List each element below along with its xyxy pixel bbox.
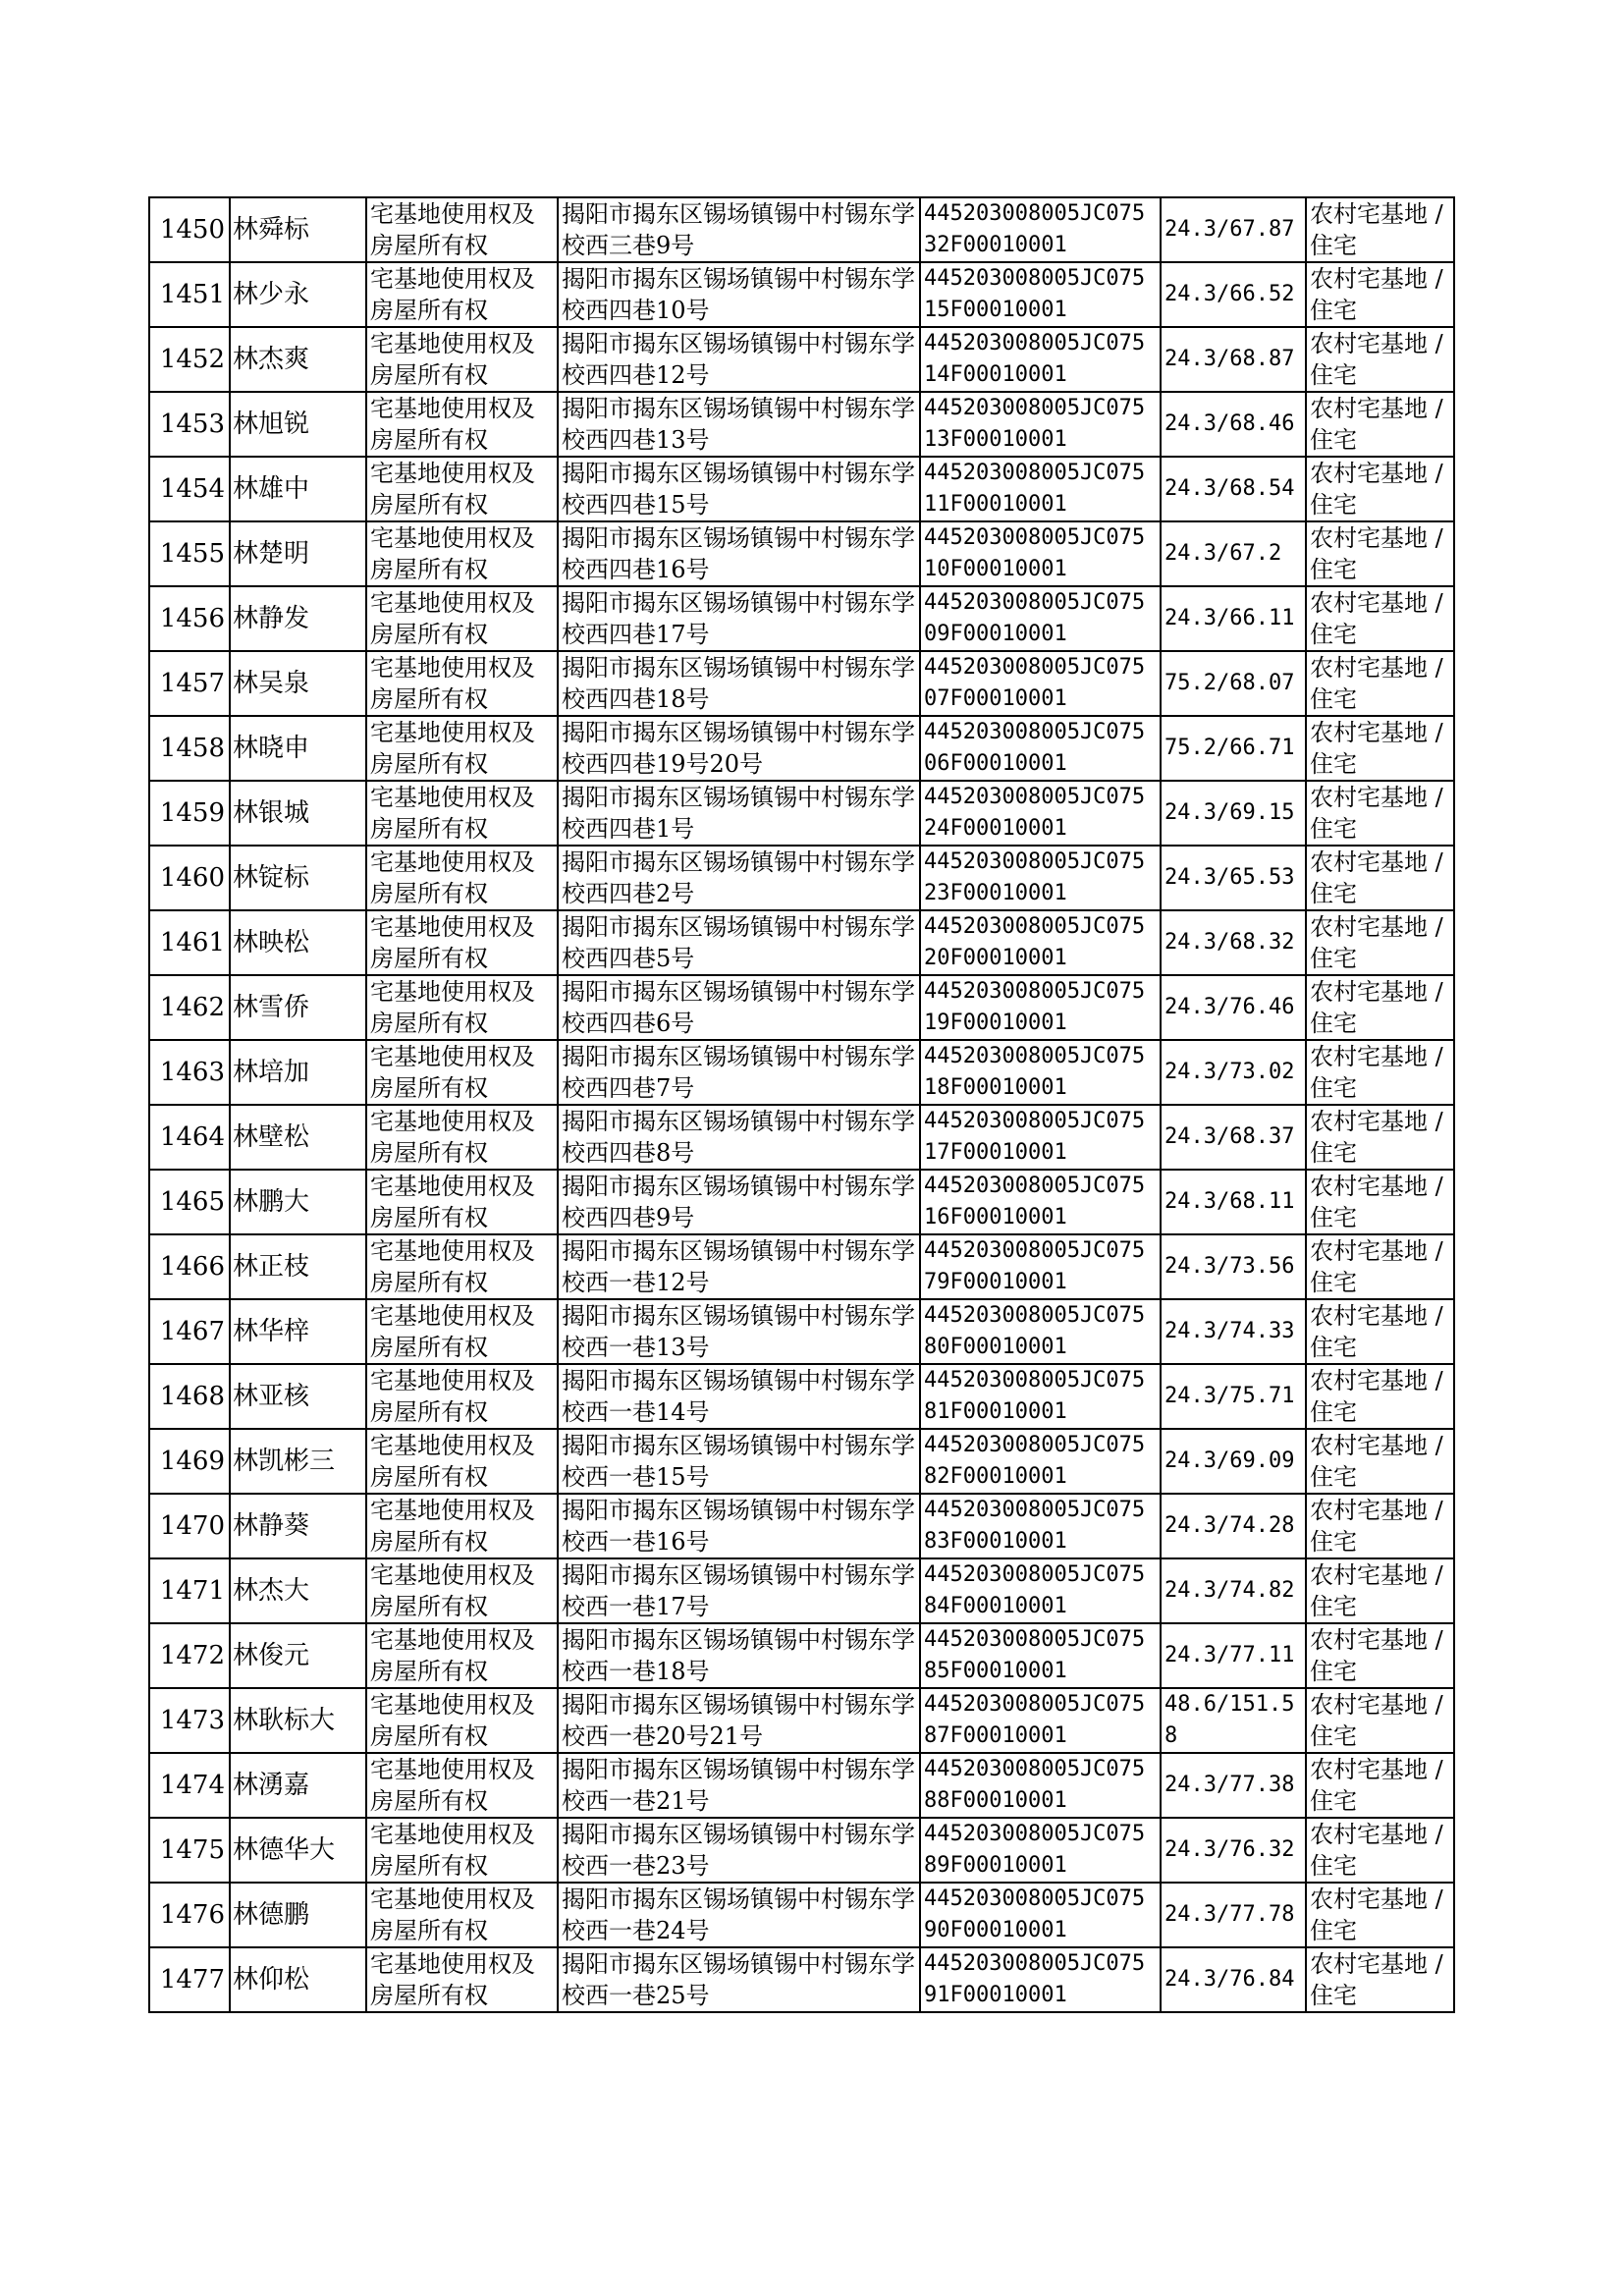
- row-number: 1463: [149, 1040, 230, 1105]
- land-usage: 农村宅基地 / 住宅: [1306, 975, 1454, 1040]
- owner-name: 林德鹏: [230, 1883, 366, 1947]
- land-usage: 农村宅基地 / 住宅: [1306, 1040, 1454, 1105]
- right-type: 宅基地使用权及房屋所有权: [366, 1105, 558, 1170]
- unit-code: 445203008005JC07517F00010001: [920, 1105, 1161, 1170]
- property-address: 揭阳市揭东区锡场镇锡中村锡东学校西一巷14号: [558, 1364, 920, 1429]
- area-value: 24.3/66.52: [1161, 262, 1306, 327]
- unit-code: 445203008005JC07532F00010001: [920, 197, 1161, 262]
- row-number: 1462: [149, 975, 230, 1040]
- owner-name: 林吴泉: [230, 651, 366, 716]
- unit-code: 445203008005JC07590F00010001: [920, 1883, 1161, 1947]
- land-usage: 农村宅基地 / 住宅: [1306, 1753, 1454, 1818]
- right-type: 宅基地使用权及房屋所有权: [366, 1364, 558, 1429]
- table-row: [149, 1623, 1454, 1688]
- owner-name: 林亚核: [230, 1364, 366, 1429]
- property-address: 揭阳市揭东区锡场镇锡中村锡东学校西四巷10号: [558, 262, 920, 327]
- owner-name: 林德华大: [230, 1818, 366, 1883]
- land-usage: 农村宅基地 / 住宅: [1306, 1364, 1454, 1429]
- land-usage: 农村宅基地 / 住宅: [1306, 586, 1454, 651]
- area-value: 24.3/76.84: [1161, 1947, 1306, 2012]
- unit-code: 445203008005JC07587F00010001: [920, 1688, 1161, 1753]
- table-row: [149, 1494, 1454, 1558]
- owner-name: 林映松: [230, 910, 366, 975]
- unit-code: 445203008005JC07579F00010001: [920, 1234, 1161, 1299]
- table-row: [149, 1947, 1454, 2012]
- land-usage: 农村宅基地 / 住宅: [1306, 1623, 1454, 1688]
- right-type: 宅基地使用权及房屋所有权: [366, 1429, 558, 1494]
- property-address: 揭阳市揭东区锡场镇锡中村锡东学校西一巷24号: [558, 1883, 920, 1947]
- row-number: 1453: [149, 392, 230, 457]
- land-usage: 农村宅基地 / 住宅: [1306, 197, 1454, 262]
- row-number: 1458: [149, 716, 230, 781]
- owner-name: 林舜标: [230, 197, 366, 262]
- row-number: 1475: [149, 1818, 230, 1883]
- unit-code: 445203008005JC07585F00010001: [920, 1623, 1161, 1688]
- row-number: 1468: [149, 1364, 230, 1429]
- right-type: 宅基地使用权及房屋所有权: [366, 1883, 558, 1947]
- property-address: 揭阳市揭东区锡场镇锡中村锡东学校西一巷20号21号: [558, 1688, 920, 1753]
- property-address: 揭阳市揭东区锡场镇锡中村锡东学校西四巷7号: [558, 1040, 920, 1105]
- land-usage: 农村宅基地 / 住宅: [1306, 262, 1454, 327]
- area-value: 24.3/77.38: [1161, 1753, 1306, 1818]
- land-usage: 农村宅基地 / 住宅: [1306, 521, 1454, 586]
- table-row: [149, 327, 1454, 392]
- owner-name: 林雪侨: [230, 975, 366, 1040]
- row-number: 1473: [149, 1688, 230, 1753]
- owner-name: 林锭标: [230, 846, 366, 910]
- area-value: 24.3/68.37: [1161, 1105, 1306, 1170]
- property-address: 揭阳市揭东区锡场镇锡中村锡东学校西四巷6号: [558, 975, 920, 1040]
- owner-name: 林静葵: [230, 1494, 366, 1558]
- owner-name: 林楚明: [230, 521, 366, 586]
- owner-name: 林少永: [230, 262, 366, 327]
- right-type: 宅基地使用权及房屋所有权: [366, 262, 558, 327]
- land-usage: 农村宅基地 / 住宅: [1306, 1234, 1454, 1299]
- land-usage: 农村宅基地 / 住宅: [1306, 910, 1454, 975]
- property-address: 揭阳市揭东区锡场镇锡中村锡东学校西一巷23号: [558, 1818, 920, 1883]
- land-usage: 农村宅基地 / 住宅: [1306, 457, 1454, 521]
- table-row: [149, 910, 1454, 975]
- row-number: 1459: [149, 781, 230, 846]
- table-row: [149, 1364, 1454, 1429]
- land-usage: 农村宅基地 / 住宅: [1306, 651, 1454, 716]
- unit-code: 445203008005JC07582F00010001: [920, 1429, 1161, 1494]
- unit-code: 445203008005JC07584F00010001: [920, 1558, 1161, 1623]
- land-usage: 农村宅基地 / 住宅: [1306, 1688, 1454, 1753]
- unit-code: 445203008005JC07524F00010001: [920, 781, 1161, 846]
- right-type: 宅基地使用权及房屋所有权: [366, 392, 558, 457]
- area-value: 24.3/73.02: [1161, 1040, 1306, 1105]
- area-value: 24.3/67.2: [1161, 521, 1306, 586]
- owner-name: 林耿标大: [230, 1688, 366, 1753]
- right-type: 宅基地使用权及房屋所有权: [366, 1494, 558, 1558]
- unit-code: 445203008005JC07523F00010001: [920, 846, 1161, 910]
- unit-code: 445203008005JC07511F00010001: [920, 457, 1161, 521]
- table-row: [149, 586, 1454, 651]
- property-address: 揭阳市揭东区锡场镇锡中村锡东学校西四巷18号: [558, 651, 920, 716]
- land-usage: 农村宅基地 / 住宅: [1306, 716, 1454, 781]
- row-number: 1472: [149, 1623, 230, 1688]
- right-type: 宅基地使用权及房屋所有权: [366, 846, 558, 910]
- unit-code: 445203008005JC07518F00010001: [920, 1040, 1161, 1105]
- area-value: 24.3/77.11: [1161, 1623, 1306, 1688]
- area-value: 24.3/74.28: [1161, 1494, 1306, 1558]
- area-value: 24.3/68.87: [1161, 327, 1306, 392]
- table-row: [149, 1688, 1454, 1753]
- row-number: 1457: [149, 651, 230, 716]
- table-row: [149, 1818, 1454, 1883]
- unit-code: 445203008005JC07516F00010001: [920, 1170, 1161, 1234]
- property-address: 揭阳市揭东区锡场镇锡中村锡东学校西四巷17号: [558, 586, 920, 651]
- row-number: 1467: [149, 1299, 230, 1364]
- area-value: 24.3/74.33: [1161, 1299, 1306, 1364]
- property-address: 揭阳市揭东区锡场镇锡中村锡东学校西三巷9号: [558, 197, 920, 262]
- table-row: [149, 1299, 1454, 1364]
- land-usage: 农村宅基地 / 住宅: [1306, 846, 1454, 910]
- row-number: 1450: [149, 197, 230, 262]
- property-address: 揭阳市揭东区锡场镇锡中村锡东学校西四巷1号: [558, 781, 920, 846]
- registry-table: [148, 196, 1455, 2013]
- table-row: [149, 716, 1454, 781]
- area-value: 24.3/77.78: [1161, 1883, 1306, 1947]
- unit-code: 445203008005JC07506F00010001: [920, 716, 1161, 781]
- row-number: 1452: [149, 327, 230, 392]
- row-number: 1469: [149, 1429, 230, 1494]
- table-row: [149, 1753, 1454, 1818]
- table-row: [149, 262, 1454, 327]
- owner-name: 林培加: [230, 1040, 366, 1105]
- unit-code: 445203008005JC07520F00010001: [920, 910, 1161, 975]
- land-usage: 农村宅基地 / 住宅: [1306, 1299, 1454, 1364]
- right-type: 宅基地使用权及房屋所有权: [366, 1753, 558, 1818]
- unit-code: 445203008005JC07514F00010001: [920, 327, 1161, 392]
- property-address: 揭阳市揭东区锡场镇锡中村锡东学校西四巷9号: [558, 1170, 920, 1234]
- area-value: 24.3/76.32: [1161, 1818, 1306, 1883]
- property-address: 揭阳市揭东区锡场镇锡中村锡东学校西四巷19号20号: [558, 716, 920, 781]
- right-type: 宅基地使用权及房屋所有权: [366, 586, 558, 651]
- right-type: 宅基地使用权及房屋所有权: [366, 1818, 558, 1883]
- table-row: [149, 197, 1454, 262]
- owner-name: 林雄中: [230, 457, 366, 521]
- table-row: [149, 1558, 1454, 1623]
- right-type: 宅基地使用权及房屋所有权: [366, 327, 558, 392]
- table-row: [149, 457, 1454, 521]
- owner-name: 林凯彬三: [230, 1429, 366, 1494]
- property-address: 揭阳市揭东区锡场镇锡中村锡东学校西四巷5号: [558, 910, 920, 975]
- table-row: [149, 1234, 1454, 1299]
- row-number: 1460: [149, 846, 230, 910]
- unit-code: 445203008005JC07591F00010001: [920, 1947, 1161, 2012]
- area-value: 75.2/66.71: [1161, 716, 1306, 781]
- property-address: 揭阳市揭东区锡场镇锡中村锡东学校西一巷17号: [558, 1558, 920, 1623]
- property-address: 揭阳市揭东区锡场镇锡中村锡东学校西一巷13号: [558, 1299, 920, 1364]
- table-row: [149, 846, 1454, 910]
- row-number: 1464: [149, 1105, 230, 1170]
- owner-name: 林正枝: [230, 1234, 366, 1299]
- property-address: 揭阳市揭东区锡场镇锡中村锡东学校西一巷21号: [558, 1753, 920, 1818]
- owner-name: 林静发: [230, 586, 366, 651]
- owner-name: 林杰大: [230, 1558, 366, 1623]
- owner-name: 林杰爽: [230, 327, 366, 392]
- area-value: 24.3/67.87: [1161, 197, 1306, 262]
- land-usage: 农村宅基地 / 住宅: [1306, 781, 1454, 846]
- property-address: 揭阳市揭东区锡场镇锡中村锡东学校西四巷12号: [558, 327, 920, 392]
- land-usage: 农村宅基地 / 住宅: [1306, 392, 1454, 457]
- table-body: [149, 197, 1454, 2012]
- right-type: 宅基地使用权及房屋所有权: [366, 1947, 558, 2012]
- unit-code: 445203008005JC07509F00010001: [920, 586, 1161, 651]
- area-value: 75.2/68.07: [1161, 651, 1306, 716]
- table-row: [149, 521, 1454, 586]
- table-row: [149, 1170, 1454, 1234]
- property-address: 揭阳市揭东区锡场镇锡中村锡东学校西四巷16号: [558, 521, 920, 586]
- unit-code: 445203008005JC07583F00010001: [920, 1494, 1161, 1558]
- owner-name: 林俊元: [230, 1623, 366, 1688]
- owner-name: 林鹏大: [230, 1170, 366, 1234]
- row-number: 1476: [149, 1883, 230, 1947]
- owner-name: 林华梓: [230, 1299, 366, 1364]
- row-number: 1471: [149, 1558, 230, 1623]
- property-address: 揭阳市揭东区锡场镇锡中村锡东学校西四巷15号: [558, 457, 920, 521]
- row-number: 1474: [149, 1753, 230, 1818]
- right-type: 宅基地使用权及房屋所有权: [366, 781, 558, 846]
- right-type: 宅基地使用权及房屋所有权: [366, 1234, 558, 1299]
- table-row: [149, 392, 1454, 457]
- unit-code: 445203008005JC07513F00010001: [920, 392, 1161, 457]
- area-value: 24.3/74.82: [1161, 1558, 1306, 1623]
- right-type: 宅基地使用权及房屋所有权: [366, 1623, 558, 1688]
- row-number: 1477: [149, 1947, 230, 2012]
- row-number: 1461: [149, 910, 230, 975]
- row-number: 1454: [149, 457, 230, 521]
- property-address: 揭阳市揭东区锡场镇锡中村锡东学校西一巷18号: [558, 1623, 920, 1688]
- row-number: 1466: [149, 1234, 230, 1299]
- table-row: [149, 1429, 1454, 1494]
- owner-name: 林壁松: [230, 1105, 366, 1170]
- property-address: 揭阳市揭东区锡场镇锡中村锡东学校西一巷25号: [558, 1947, 920, 2012]
- table-row: [149, 1105, 1454, 1170]
- area-value: 24.3/68.32: [1161, 910, 1306, 975]
- owner-name: 林旭锐: [230, 392, 366, 457]
- right-type: 宅基地使用权及房屋所有权: [366, 1558, 558, 1623]
- right-type: 宅基地使用权及房屋所有权: [366, 1170, 558, 1234]
- unit-code: 445203008005JC07588F00010001: [920, 1753, 1161, 1818]
- owner-name: 林仰松: [230, 1947, 366, 2012]
- right-type: 宅基地使用权及房屋所有权: [366, 716, 558, 781]
- right-type: 宅基地使用权及房屋所有权: [366, 975, 558, 1040]
- unit-code: 445203008005JC07589F00010001: [920, 1818, 1161, 1883]
- table-row: [149, 1040, 1454, 1105]
- table-row: [149, 781, 1454, 846]
- area-value: 24.3/68.11: [1161, 1170, 1306, 1234]
- area-value: 24.3/73.56: [1161, 1234, 1306, 1299]
- area-value: 24.3/66.11: [1161, 586, 1306, 651]
- property-address: 揭阳市揭东区锡场镇锡中村锡东学校西一巷12号: [558, 1234, 920, 1299]
- land-usage: 农村宅基地 / 住宅: [1306, 1105, 1454, 1170]
- area-value: 24.3/65.53: [1161, 846, 1306, 910]
- right-type: 宅基地使用权及房屋所有权: [366, 1040, 558, 1105]
- land-usage: 农村宅基地 / 住宅: [1306, 1883, 1454, 1947]
- property-address: 揭阳市揭东区锡场镇锡中村锡东学校西一巷15号: [558, 1429, 920, 1494]
- right-type: 宅基地使用权及房屋所有权: [366, 1688, 558, 1753]
- right-type: 宅基地使用权及房屋所有权: [366, 457, 558, 521]
- area-value: 24.3/69.15: [1161, 781, 1306, 846]
- table-row: [149, 651, 1454, 716]
- row-number: 1455: [149, 521, 230, 586]
- row-number: 1465: [149, 1170, 230, 1234]
- land-usage: 农村宅基地 / 住宅: [1306, 1558, 1454, 1623]
- area-value: 24.3/75.71: [1161, 1364, 1306, 1429]
- table-row: [149, 1883, 1454, 1947]
- unit-code: 445203008005JC07515F00010001: [920, 262, 1161, 327]
- land-usage: 农村宅基地 / 住宅: [1306, 1429, 1454, 1494]
- owner-name: 林银城: [230, 781, 366, 846]
- land-usage: 农村宅基地 / 住宅: [1306, 1818, 1454, 1883]
- unit-code: 445203008005JC07519F00010001: [920, 975, 1161, 1040]
- right-type: 宅基地使用权及房屋所有权: [366, 910, 558, 975]
- land-usage: 农村宅基地 / 住宅: [1306, 327, 1454, 392]
- table-row: [149, 975, 1454, 1040]
- right-type: 宅基地使用权及房屋所有权: [366, 197, 558, 262]
- area-value: 24.3/76.46: [1161, 975, 1306, 1040]
- property-address: 揭阳市揭东区锡场镇锡中村锡东学校西四巷13号: [558, 392, 920, 457]
- unit-code: 445203008005JC07507F00010001: [920, 651, 1161, 716]
- owner-name: 林湧嘉: [230, 1753, 366, 1818]
- right-type: 宅基地使用权及房屋所有权: [366, 651, 558, 716]
- row-number: 1456: [149, 586, 230, 651]
- land-usage: 农村宅基地 / 住宅: [1306, 1947, 1454, 2012]
- owner-name: 林晓申: [230, 716, 366, 781]
- land-usage: 农村宅基地 / 住宅: [1306, 1494, 1454, 1558]
- area-value: 24.3/68.54: [1161, 457, 1306, 521]
- row-number: 1451: [149, 262, 230, 327]
- unit-code: 445203008005JC07510F00010001: [920, 521, 1161, 586]
- land-usage: 农村宅基地 / 住宅: [1306, 1170, 1454, 1234]
- row-number: 1470: [149, 1494, 230, 1558]
- right-type: 宅基地使用权及房屋所有权: [366, 521, 558, 586]
- area-value: 48.6/151.58: [1161, 1688, 1306, 1753]
- area-value: 24.3/68.46: [1161, 392, 1306, 457]
- right-type: 宅基地使用权及房屋所有权: [366, 1299, 558, 1364]
- unit-code: 445203008005JC07580F00010001: [920, 1299, 1161, 1364]
- area-value: 24.3/69.09: [1161, 1429, 1306, 1494]
- property-address: 揭阳市揭东区锡场镇锡中村锡东学校西四巷2号: [558, 846, 920, 910]
- property-address: 揭阳市揭东区锡场镇锡中村锡东学校西四巷8号: [558, 1105, 920, 1170]
- property-address: 揭阳市揭东区锡场镇锡中村锡东学校西一巷16号: [558, 1494, 920, 1558]
- unit-code: 445203008005JC07581F00010001: [920, 1364, 1161, 1429]
